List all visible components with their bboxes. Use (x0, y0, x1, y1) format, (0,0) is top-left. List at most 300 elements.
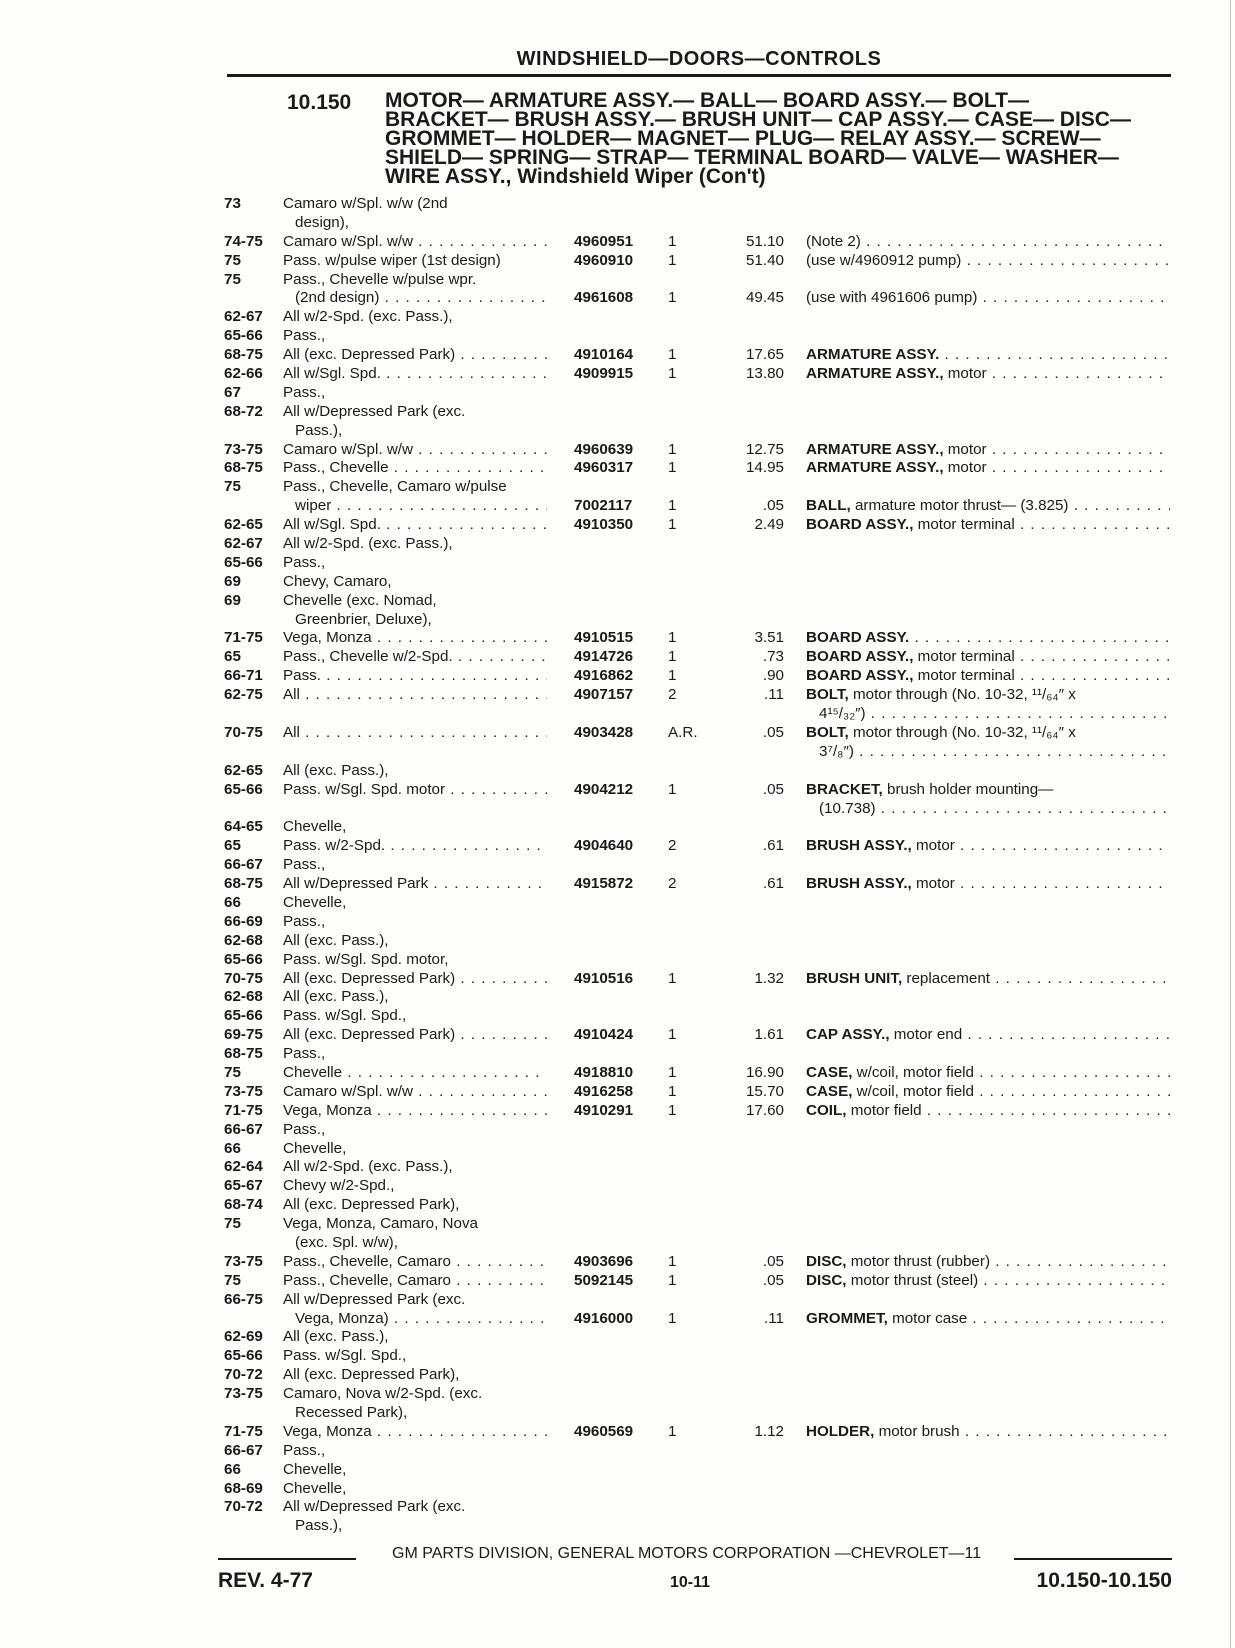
part-number: 4910164 (574, 346, 634, 364)
price: 2.49 (754, 516, 784, 534)
table-row (0, 894, 1235, 913)
part-name-bold: BOARD ASSY. (806, 629, 910, 647)
table-row (0, 573, 1235, 592)
part-number: 4909915 (574, 365, 634, 383)
quantity: 1 (668, 1101, 677, 1119)
application-desc: Pass.), (295, 1517, 343, 1535)
part-name (806, 365, 1170, 384)
part-number: 4910350 (574, 516, 634, 534)
table-row (0, 1498, 1235, 1517)
part-name (806, 233, 1170, 252)
application-desc: Camaro w/Spl. w/w . . . (283, 441, 547, 460)
table-row (0, 592, 1235, 611)
table-row (0, 1291, 1235, 1310)
application-desc: Pass. w/2-Spd. . . . (283, 837, 547, 856)
price: 13.80 (745, 365, 784, 383)
model-years: 75 (224, 1215, 241, 1233)
part-name-detail: motor through (No. 10-32, ¹¹/₆₄″ x (848, 686, 1076, 704)
part-name (806, 1064, 1170, 1083)
application-desc: Vega, Monza, Camaro, Nova (283, 1215, 479, 1233)
part-name (806, 252, 1170, 271)
table-row (0, 970, 1235, 989)
part-name-detail: replacement (902, 969, 990, 987)
model-years: 73-75 (224, 1385, 263, 1403)
model-years: 75 (224, 1063, 241, 1081)
model-years: 71-75 (224, 1422, 263, 1440)
price: 1.12 (754, 1422, 784, 1440)
application-desc: All w/Sgl. Spd. . . . (283, 516, 547, 535)
model-years: 68-75 (224, 875, 263, 893)
table-row (0, 1234, 1235, 1253)
quantity: 1 (668, 969, 677, 987)
price: 15.70 (745, 1082, 784, 1100)
application-desc: Chevelle, (283, 1139, 347, 1157)
part-name-detail: motor (943, 365, 987, 383)
model-years: 73-75 (224, 440, 263, 458)
price: 51.10 (745, 232, 784, 250)
price: .11 (764, 686, 784, 704)
application-desc: All w/2-Spd. (exc. Pass.), (283, 1158, 453, 1176)
price: .73 (762, 648, 784, 666)
part-name (806, 497, 1170, 516)
model-years: 66 (224, 893, 241, 911)
application-desc: Chevelle (exc. Nomad, (283, 591, 437, 609)
application-desc: Pass., (283, 856, 326, 874)
model-years: 62-64 (224, 1158, 263, 1176)
part-name-detail: motor case (887, 1309, 968, 1327)
table-row (0, 1328, 1235, 1347)
table-row (0, 1007, 1235, 1026)
application-desc: All (exc. Pass.), (283, 931, 389, 949)
model-years: 70-72 (224, 1498, 263, 1516)
quantity: 1 (668, 648, 677, 666)
table-row (0, 686, 1235, 705)
application-desc: All (exc. Depressed Park) . . . (283, 1026, 547, 1045)
part-name-detail: motor end (889, 1026, 963, 1044)
table-row (0, 629, 1235, 648)
model-years: 74-75 (224, 232, 263, 250)
application-desc: Pass., (283, 383, 326, 401)
part-name-bold: ARMATURE ASSY., (806, 459, 944, 477)
application-desc: All w/2-Spd. (exc. Pass.), (283, 535, 453, 553)
table-row (0, 667, 1235, 686)
part-number: 4918810 (574, 1063, 634, 1081)
application-desc: All w/Depressed Park . . . (283, 875, 547, 894)
table-row (0, 1121, 1235, 1140)
quantity: 1 (668, 1422, 677, 1440)
application-desc: Pass. w/pulse wiper (1st design) (283, 251, 501, 269)
application-desc: All (exc. Depressed Park), (283, 1196, 460, 1214)
quantity: 1 (668, 516, 677, 534)
application-desc: All w/Depressed Park (exc. (283, 1498, 466, 1516)
application-desc: Pass., (283, 1045, 326, 1063)
price: 16.90 (745, 1063, 784, 1081)
table-row (0, 384, 1235, 403)
section-title-line: BRACKET— BRUSH ASSY.— BRUSH UNIT— CAP ASSY.— CASE— DISC— (385, 108, 1131, 131)
table-row (0, 422, 1235, 441)
table-row (0, 1517, 1235, 1536)
application-desc: (2nd design) . . . (295, 289, 547, 308)
part-name-detail: w/coil, motor field (852, 1082, 974, 1100)
table-row (0, 1272, 1235, 1291)
part-name (806, 837, 1170, 856)
application-desc: (exc. Spl. w/w), (295, 1233, 398, 1251)
header-rule (227, 74, 1171, 77)
table-row (0, 1064, 1235, 1083)
model-years: 62-65 (224, 761, 263, 779)
table-row (0, 554, 1235, 573)
table-row (0, 932, 1235, 951)
application-desc: Pass., Chevelle w/pulse wpr. (283, 270, 477, 288)
table-row (0, 478, 1235, 497)
part-name (806, 1102, 1170, 1121)
quantity: 2 (668, 686, 677, 704)
application-desc: Camaro w/Spl. w/w . . . (283, 233, 547, 252)
model-years: 71-75 (224, 1101, 263, 1119)
quantity: 1 (668, 346, 677, 364)
revision-label: REV. 4-77 (218, 1569, 313, 1592)
part-name (806, 970, 1170, 989)
table-row (0, 781, 1235, 800)
part-name (806, 875, 1170, 894)
application-desc: Chevelle, (283, 1479, 347, 1497)
quantity: 1 (668, 232, 677, 250)
part-name-bold: COIL, (806, 1101, 847, 1119)
price: .05 (762, 497, 784, 515)
price: .90 (762, 667, 784, 685)
table-row (0, 516, 1235, 535)
table-row (0, 271, 1235, 290)
part-name (806, 724, 1170, 743)
part-number: 4910516 (574, 969, 634, 987)
model-years: 65-66 (224, 1007, 263, 1025)
table-row (0, 365, 1235, 384)
table-row (0, 1310, 1235, 1329)
application-desc: Pass. w/Sgl. Spd. motor, (283, 950, 449, 968)
part-number: 4903696 (574, 1252, 634, 1270)
model-years: 66-69 (224, 912, 263, 930)
model-years: 73 (224, 195, 241, 212)
table-row (0, 1196, 1235, 1215)
model-years: 75 (224, 1271, 241, 1289)
quantity: 1 (668, 780, 677, 798)
part-name-detail: motor thrust (rubber) (846, 1252, 990, 1270)
quantity: 1 (668, 251, 677, 269)
part-name-detail: motor (911, 837, 955, 855)
model-years: 62-69 (224, 1328, 263, 1346)
application-desc: Pass., Chevelle, Camaro . . . (283, 1253, 547, 1272)
table-row (0, 988, 1235, 1007)
table-row (0, 837, 1235, 856)
price: .61 (762, 875, 784, 893)
model-years: 68-75 (224, 1045, 263, 1063)
part-name-bold: CASE, (806, 1082, 853, 1100)
application-desc: Chevelle, (283, 893, 347, 911)
model-years: 67 (224, 383, 241, 401)
application-desc: Chevelle, (283, 818, 347, 836)
part-name-bold: BRUSH ASSY., (806, 837, 912, 855)
application-desc: Pass. . . . (283, 667, 547, 686)
model-years: 68-75 (224, 346, 263, 364)
quantity: 1 (668, 497, 677, 515)
price: 1.61 (754, 1026, 784, 1044)
quantity: 1 (668, 459, 677, 477)
table-row (0, 441, 1235, 460)
table-row (0, 497, 1235, 516)
part-number: 4907157 (574, 686, 634, 704)
part-number: 4904212 (574, 780, 634, 798)
application-desc: Pass. w/Sgl. Spd. motor . . . (283, 781, 547, 800)
application-desc: Vega, Monza . . . (283, 1423, 547, 1442)
section-title (385, 91, 1171, 186)
quantity: 1 (668, 1271, 677, 1289)
price: 3.51 (754, 629, 784, 647)
table-row (0, 1461, 1235, 1480)
part-name (806, 648, 1170, 667)
model-years: 68-69 (224, 1479, 263, 1497)
application-desc: Chevy w/2-Spd., (283, 1177, 395, 1195)
part-name-detail: motor brush (874, 1422, 960, 1440)
part-number: 4910291 (574, 1101, 634, 1119)
model-years: 75 (224, 270, 241, 288)
application-desc: All (exc. Pass.), (283, 1328, 389, 1346)
price: 49.45 (745, 289, 784, 307)
application-desc: Chevelle, (283, 1460, 347, 1478)
section-title-line: SHIELD— SPRING— STRAP— TERMINAL BOARD— VALVE— WASHER— (385, 146, 1119, 169)
part-name-bold: ARMATURE ASSY. (806, 346, 940, 364)
table-row (0, 289, 1235, 308)
part-name-detail: 4¹⁵/₃₂″) (819, 705, 866, 723)
application-desc: Pass., (283, 1441, 326, 1459)
model-years: 62-66 (224, 365, 263, 383)
table-row (0, 195, 1235, 214)
part-number: 4961608 (574, 289, 634, 307)
part-number: 4960951 (574, 232, 634, 250)
application-desc: Chevelle . . . (283, 1064, 547, 1083)
model-years: 62-67 (224, 308, 263, 326)
part-name-detail: motor terminal (913, 667, 1015, 685)
price: 17.60 (745, 1101, 784, 1119)
part-number: 4916000 (574, 1309, 634, 1327)
part-name-bold: ARMATURE ASSY., (806, 440, 944, 458)
part-name-detail: (use with 4961606 pump) (806, 289, 978, 307)
application-desc: All . . . (283, 724, 547, 743)
table-row (0, 800, 1235, 819)
table-row (0, 1045, 1235, 1064)
application-desc: Pass., (283, 327, 326, 345)
model-years: 69 (224, 572, 241, 590)
quantity: 1 (668, 629, 677, 647)
model-years: 69 (224, 591, 241, 609)
application-desc: All w/2-Spd. (exc. Pass.), (283, 308, 453, 326)
part-name-bold: BOLT, (806, 723, 849, 741)
price: 14.95 (745, 459, 784, 477)
part-name-detail: brush holder mounting— (882, 780, 1054, 798)
section-title-line: GROMMET— HOLDER— MAGNET— PLUG— RELAY ASSY.— SCREW— (385, 127, 1101, 150)
part-name-detail: motor (911, 875, 955, 893)
quantity: 2 (668, 837, 677, 855)
quantity: 1 (668, 1309, 677, 1327)
part-name (806, 346, 1170, 365)
model-years: 75 (224, 251, 241, 269)
part-name-bold: BRUSH ASSY., (806, 875, 912, 893)
quantity: 1 (668, 289, 677, 307)
application-desc: All w/Depressed Park (exc. (283, 1290, 466, 1308)
application-desc: Vega, Monza) . . . (295, 1310, 547, 1329)
part-name-detail: w/coil, motor field (852, 1063, 974, 1081)
model-years: 62-65 (224, 516, 263, 534)
part-name-detail: motor thrust (steel) (846, 1271, 979, 1289)
parts-list (0, 195, 1235, 1536)
model-years: 70-75 (224, 723, 263, 741)
part-name (806, 1310, 1170, 1329)
application-desc: design), (295, 213, 350, 231)
price: .11 (764, 1309, 784, 1327)
part-name (806, 1423, 1170, 1442)
quantity: 1 (668, 667, 677, 685)
part-name-bold: BOARD ASSY., (806, 667, 914, 685)
application-desc: All (exc. Depressed Park) . . . (283, 346, 547, 365)
part-name-bold: BOARD ASSY., (806, 648, 914, 666)
model-years: 65-66 (224, 780, 263, 798)
price: .05 (762, 1271, 784, 1289)
model-years: 65-66 (224, 1347, 263, 1365)
part-name-detail: motor terminal (913, 648, 1015, 666)
price: .05 (762, 723, 784, 741)
model-years: 73-75 (224, 1082, 263, 1100)
part-name-detail: motor field (846, 1101, 922, 1119)
table-row (0, 818, 1235, 837)
table-row (0, 856, 1235, 875)
quantity: 1 (668, 440, 677, 458)
section-number: 10.150 (287, 91, 352, 114)
table-row (0, 648, 1235, 667)
model-years: 62-75 (224, 686, 263, 704)
application-desc: Pass., Chevelle, Camaro w/pulse (283, 478, 507, 496)
price: 1.32 (754, 969, 784, 987)
table-row (0, 535, 1235, 554)
part-name-detail: motor terminal (913, 516, 1015, 534)
part-name (806, 1083, 1170, 1102)
part-name-bold: HOLDER, (806, 1422, 875, 1440)
model-years: 75 (224, 478, 241, 496)
table-row (0, 951, 1235, 970)
table-row (0, 403, 1235, 422)
application-desc: Pass. w/Sgl. Spd., (283, 1347, 407, 1365)
part-number: 4910515 (574, 629, 634, 647)
section-title-line: MOTOR— ARMATURE ASSY.— BALL— BOARD ASSY.— BOLT— (385, 89, 1030, 112)
part-name (806, 1253, 1170, 1272)
table-row (0, 1347, 1235, 1366)
table-row (0, 762, 1235, 781)
table-row (0, 327, 1235, 346)
table-row (0, 1102, 1235, 1121)
price: .61 (762, 837, 784, 855)
part-name-bold: CAP ASSY., (806, 1026, 890, 1044)
part-name-bold: BOLT, (806, 686, 849, 704)
part-number: 4903428 (574, 723, 634, 741)
table-row (0, 743, 1235, 762)
model-years: 66-75 (224, 1290, 263, 1308)
table-row (0, 1215, 1235, 1234)
footer-rule-right (1014, 1558, 1172, 1560)
part-name-bold: DISC, (806, 1252, 847, 1270)
part-name-detail: motor (943, 440, 987, 458)
part-name-detail: 3⁷/₈″) (819, 742, 854, 760)
application-desc: Recessed Park), (295, 1404, 408, 1421)
table-row (0, 1140, 1235, 1159)
price: .05 (762, 1252, 784, 1270)
table-row (0, 1480, 1235, 1499)
table-row (0, 459, 1235, 478)
quantity: 1 (668, 1252, 677, 1270)
quantity: A.R. (668, 723, 698, 741)
model-years: 65 (224, 837, 241, 855)
part-name (806, 629, 1170, 648)
model-years: 70-72 (224, 1366, 263, 1384)
part-name (806, 667, 1170, 686)
part-name-detail: motor through (No. 10-32, ¹¹/₆₄″ x (848, 723, 1076, 741)
model-years: 68-75 (224, 459, 263, 477)
price: .05 (762, 780, 784, 798)
application-desc: All (exc. Depressed Park) . . . (283, 970, 547, 989)
model-years: 66-67 (224, 1441, 263, 1459)
part-number: 4960569 (574, 1422, 634, 1440)
table-row (0, 1366, 1235, 1385)
table-row (0, 724, 1235, 743)
part-name-bold: BRUSH UNIT, (806, 969, 903, 987)
model-years: 68-74 (224, 1196, 263, 1214)
model-years: 62-67 (224, 535, 263, 553)
part-number: 4914726 (574, 648, 634, 666)
part-name-detail: armature motor thrust— (3.825) (850, 497, 1069, 515)
application-desc: Pass., Chevelle w/2-Spd. . . . (283, 648, 547, 667)
application-desc: All w/Sgl. Spd. . . . (283, 365, 547, 384)
part-name-bold: BRACKET, (806, 780, 883, 798)
part-name (806, 781, 1170, 800)
part-name-detail: (use w/4960912 pump) (806, 251, 962, 269)
part-name-detail: (Note 2) (806, 232, 861, 250)
model-years: 66-67 (224, 856, 263, 874)
table-row (0, 611, 1235, 630)
table-row (0, 252, 1235, 271)
table-row (0, 705, 1235, 724)
part-name (819, 743, 1170, 762)
part-number: 4960910 (574, 251, 634, 269)
footer-rule-left (218, 1558, 356, 1560)
application-desc: Pass., (283, 553, 326, 571)
application-desc: All . . . (283, 686, 547, 705)
part-name-bold: ARMATURE ASSY., (806, 365, 944, 383)
part-name-bold: BALL, (806, 497, 851, 515)
table-row (0, 214, 1235, 233)
table-row (0, 1253, 1235, 1272)
model-years: 62-68 (224, 931, 263, 949)
model-years: 71-75 (224, 629, 263, 647)
model-years: 64-65 (224, 818, 263, 836)
application-desc: All w/Depressed Park (exc. (283, 402, 466, 420)
application-desc: All (exc. Pass.), (283, 761, 389, 779)
model-years: 70-75 (224, 969, 263, 987)
part-number: 4960317 (574, 459, 634, 477)
model-years: 66-67 (224, 1120, 263, 1138)
table-row (0, 1404, 1235, 1423)
application-desc: Camaro w/Spl. w/w (2nd (283, 195, 448, 212)
section-title-line: WIRE ASSY., Windshield Wiper (Con't) (385, 165, 766, 188)
table-row (0, 1158, 1235, 1177)
part-name-bold: CASE, (806, 1063, 853, 1081)
model-years: 65-66 (224, 950, 263, 968)
